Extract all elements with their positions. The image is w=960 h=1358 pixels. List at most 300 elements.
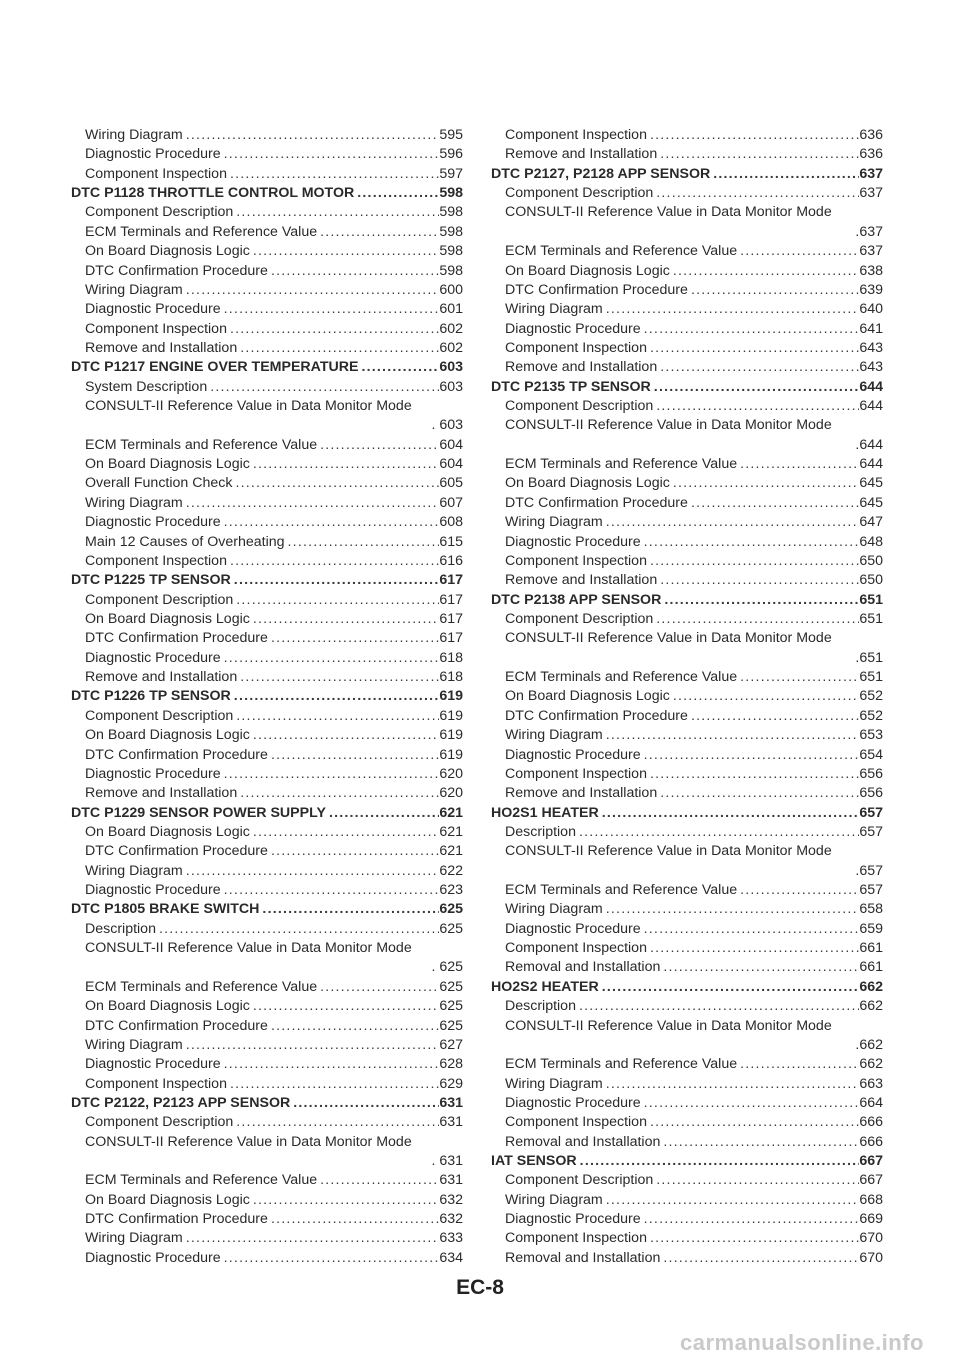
toc-page-number: 625	[439, 901, 463, 918]
toc-entry[interactable]	[491, 1249, 883, 1268]
dot-leader	[603, 300, 860, 319]
dot-leader	[576, 823, 859, 842]
dot-leader	[237, 784, 439, 803]
toc-entry[interactable]	[71, 997, 463, 1016]
dot-leader	[647, 339, 859, 358]
toc-entry[interactable]	[71, 1229, 463, 1248]
toc-page-number: 658	[859, 901, 883, 918]
dot-leader	[268, 1210, 439, 1229]
toc-page-number: 603	[439, 359, 463, 376]
toc-entry[interactable]	[71, 707, 463, 726]
dot-leader	[317, 978, 439, 997]
toc-entry-title: Diagnostic Procedure	[505, 920, 641, 937]
toc-entry-title: ECM Terminals and Reference Value	[505, 456, 738, 473]
toc-entry[interactable]	[491, 416, 883, 435]
toc-page-number: 663	[859, 1075, 883, 1092]
dot-leader	[221, 1055, 440, 1074]
toc-entry-title: Diagnostic Procedure	[85, 301, 221, 318]
toc-entry-title: CONSULT-II Reference Value in Data Monitor Mode	[505, 1017, 832, 1034]
toc-entry[interactable]	[71, 610, 463, 629]
toc-entry-continuation[interactable]	[71, 416, 463, 435]
toc-entry[interactable]	[71, 1075, 463, 1094]
toc-entry[interactable]	[71, 746, 463, 765]
toc-entry[interactable]	[491, 687, 883, 706]
toc-page-number: 625	[439, 1017, 463, 1034]
toc-page-number: 619	[439, 707, 463, 724]
toc-page-number: 598	[439, 204, 463, 221]
toc-page-number: 631	[439, 1094, 463, 1111]
toc-entry-title: HO2S2 HEATER	[491, 978, 599, 995]
toc-page-number: 603	[439, 378, 463, 395]
toc-section-heading[interactable]	[491, 978, 883, 997]
toc-page-number: 662	[859, 978, 883, 995]
dot-leader	[233, 203, 439, 222]
toc-entry-title: Diagnostic Procedure	[505, 533, 641, 550]
toc-entry[interactable]	[491, 242, 883, 261]
toc-page-number: 667	[859, 1172, 883, 1189]
toc-section-heading[interactable]	[71, 804, 463, 823]
dot-leader	[259, 900, 439, 919]
toc-entry-title: Component Description	[85, 591, 234, 608]
toc-entry[interactable]	[491, 145, 883, 164]
toc-entry-title: Wiring Diagram	[505, 727, 603, 744]
dot-leader	[250, 455, 440, 474]
toc-page-number: 670	[859, 1230, 883, 1247]
toc-entry[interactable]	[71, 552, 463, 571]
toc-entry[interactable]	[71, 397, 463, 416]
toc-page-number: 634	[439, 1249, 463, 1266]
toc-entry[interactable]	[491, 184, 883, 203]
toc-entry[interactable]	[491, 571, 883, 590]
toc-section-heading[interactable]	[491, 1152, 883, 1171]
dot-leader	[599, 804, 860, 823]
toc-entry[interactable]	[491, 629, 883, 648]
toc-entry[interactable]	[491, 358, 883, 377]
dot-leader	[657, 145, 859, 164]
toc-page-number: 631	[439, 1172, 463, 1189]
toc-page-number: 643	[859, 339, 883, 356]
toc-page-number: 621	[439, 843, 463, 860]
toc-page-number: 627	[439, 1036, 463, 1053]
toc-page-number: 625	[439, 978, 463, 995]
toc-page-number: 637	[859, 243, 883, 260]
toc-entry[interactable]	[491, 474, 883, 493]
toc-entry[interactable]	[491, 262, 883, 281]
toc-entry[interactable]	[71, 474, 463, 493]
toc-page-number: 601	[439, 301, 463, 318]
toc-entry[interactable]	[71, 145, 463, 164]
dot-leader	[603, 1191, 860, 1210]
toc-entry-title: Wiring Diagram	[85, 281, 183, 298]
toc-entry-title: Component Inspection	[505, 339, 647, 356]
dot-leader	[221, 1249, 440, 1268]
dot-leader	[227, 320, 439, 339]
toc-section-heading[interactable]	[71, 687, 463, 706]
toc-entry[interactable]	[491, 320, 883, 339]
toc-entry[interactable]	[71, 1036, 463, 1055]
toc-entry-title: CONSULT-II Reference Value in Data Monitor Mode	[85, 940, 412, 957]
toc-page-number: 640	[859, 301, 883, 318]
dot-leader	[250, 242, 440, 261]
dot-leader	[237, 339, 439, 358]
toc-entry[interactable]	[491, 1191, 883, 1210]
toc-entry[interactable]	[491, 746, 883, 765]
toc-page-number: 608	[439, 514, 463, 531]
toc-entry-title: Component Description	[505, 610, 654, 627]
toc-page-number: 647	[859, 514, 883, 531]
toc-entry[interactable]	[71, 1055, 463, 1074]
toc-page-number: 645	[859, 494, 883, 511]
toc-entry-title: DTC P2135 TP SENSOR	[491, 378, 651, 395]
toc-entry[interactable]	[491, 881, 883, 900]
toc-entry[interactable]	[491, 1229, 883, 1248]
toc-entry[interactable]	[491, 1171, 883, 1190]
toc-entry-title: ECM Terminals and Reference Value	[505, 669, 738, 686]
toc-entry-title: Diagnostic Procedure	[85, 1249, 221, 1266]
toc-page-number: 604	[439, 456, 463, 473]
toc-page-number: 638	[859, 262, 883, 279]
dot-leader	[207, 378, 439, 397]
toc-page-number: 617	[439, 572, 463, 589]
toc-entry-title: Component Inspection	[505, 1230, 647, 1247]
toc-entry[interactable]	[71, 1113, 463, 1132]
toc-entry-title: DTC Confirmation Procedure	[85, 843, 268, 860]
toc-entry[interactable]	[71, 165, 463, 184]
toc-entry[interactable]	[491, 203, 883, 222]
toc-entry-title: Removal and Installation	[505, 1133, 661, 1150]
toc-entry-title: Description	[85, 920, 156, 937]
toc-page-number: 639	[859, 281, 883, 298]
toc-entry-continuation[interactable]	[491, 862, 883, 881]
toc-entry-title: Component Inspection	[85, 165, 227, 182]
toc-entry-title: DTC Confirmation Procedure	[505, 281, 688, 298]
toc-entry-title: Diagnostic Procedure	[505, 1094, 641, 1111]
toc-entry-continuation[interactable]	[491, 1036, 883, 1055]
toc-entry-title: Remove and Installation	[85, 339, 238, 356]
toc-entry[interactable]	[71, 862, 463, 881]
toc-page-number: 604	[439, 436, 463, 453]
toc-entry[interactable]	[71, 1249, 463, 1268]
dot-leader	[603, 513, 860, 532]
dot-leader	[670, 474, 860, 493]
toc-entry[interactable]	[71, 300, 463, 319]
toc-entry[interactable]	[71, 765, 463, 784]
toc-entry[interactable]	[71, 842, 463, 861]
toc-page-number: 636	[859, 127, 883, 143]
toc-entry[interactable]	[71, 126, 463, 145]
toc-entry[interactable]	[71, 378, 463, 397]
dot-leader	[661, 591, 859, 610]
toc-page-number: 605	[439, 475, 463, 492]
toc-entry[interactable]	[71, 203, 463, 222]
toc-entry-title: Wiring Diagram	[85, 1036, 183, 1053]
toc-page-number: 607	[439, 494, 463, 511]
toc-page-number: 598	[439, 243, 463, 260]
toc-entry[interactable]	[491, 513, 883, 532]
toc-page-number: 657	[859, 823, 883, 840]
toc-entry[interactable]	[491, 997, 883, 1016]
toc-section-heading[interactable]	[491, 804, 883, 823]
toc-entry-title: Diagnostic Procedure	[505, 746, 641, 763]
toc-section-heading[interactable]	[491, 378, 883, 397]
toc-entry-title: Diagnostic Procedure	[85, 146, 221, 163]
toc-page-number: 628	[439, 1056, 463, 1073]
toc-entry[interactable]	[71, 339, 463, 358]
toc-section-heading[interactable]	[71, 358, 463, 377]
toc-entry[interactable]	[491, 455, 883, 474]
toc-entry-continuation[interactable]	[491, 649, 883, 668]
dot-leader	[237, 668, 439, 687]
toc-entry[interactable]	[71, 881, 463, 900]
dot-leader	[250, 997, 440, 1016]
toc-entry[interactable]	[491, 726, 883, 745]
toc-entry[interactable]	[491, 958, 883, 977]
toc-entry[interactable]	[71, 436, 463, 455]
toc-entry[interactable]	[491, 668, 883, 687]
toc-entry[interactable]	[491, 1133, 883, 1152]
dot-leader	[268, 262, 439, 281]
dot-leader	[268, 1017, 439, 1036]
dot-leader	[183, 494, 440, 513]
toc-entry-title: Component Inspection	[85, 552, 227, 569]
toc-entry-title: ECM Terminals and Reference Value	[505, 882, 738, 899]
toc-entry-title: Overall Function Check	[85, 475, 233, 492]
dot-leader	[317, 436, 439, 455]
toc-page-number: 668	[859, 1191, 883, 1208]
toc-entry[interactable]	[491, 765, 883, 784]
toc-entry[interactable]	[491, 126, 883, 145]
toc-entry[interactable]	[71, 1017, 463, 1036]
dot-leader	[250, 610, 440, 629]
toc-entry-title: CONSULT-II Reference Value in Data Monitor Mode	[505, 630, 832, 647]
toc-entry-title: DTC P1226 TP SENSOR	[71, 688, 231, 705]
toc-page-number: 622	[439, 862, 463, 879]
toc-entry-continuation[interactable]	[71, 958, 463, 977]
dot-leader	[653, 184, 859, 203]
toc-entry[interactable]	[491, 552, 883, 571]
toc-page-number: 598	[439, 185, 463, 202]
toc-entry[interactable]	[491, 842, 883, 861]
toc-entry-title: Remove and Installation	[505, 359, 658, 376]
toc-entry-title: DTC P1225 TP SENSOR	[71, 572, 231, 589]
toc-entry-title: On Board Diagnosis Logic	[505, 262, 670, 279]
toc-page-number: 631	[439, 1114, 463, 1131]
toc-entry-title: Component Description	[85, 204, 234, 221]
dot-leader	[183, 126, 440, 145]
toc-entry[interactable]	[71, 494, 463, 513]
toc-page-number: 597	[439, 165, 463, 182]
toc-entry-title: On Board Diagnosis Logic	[505, 475, 670, 492]
toc-entry-title: Diagnostic Procedure	[85, 765, 221, 782]
toc-entry-title: Wiring Diagram	[85, 127, 183, 143]
toc-entry[interactable]	[71, 320, 463, 339]
toc-page-number: .662	[855, 1036, 883, 1053]
toc-entry-title: Wiring Diagram	[505, 301, 603, 318]
toc-entry[interactable]	[71, 591, 463, 610]
toc-entry[interactable]	[491, 707, 883, 726]
toc-page-number: 654	[859, 746, 883, 763]
toc-entry-title: HO2S1 HEATER	[491, 804, 599, 821]
toc-entry-title: Component Description	[85, 1114, 234, 1131]
toc-page-number: 596	[439, 146, 463, 163]
toc-entry-title: DTC Confirmation Procedure	[85, 1017, 268, 1034]
toc-entry-continuation[interactable]	[491, 223, 883, 242]
toc-entry-title: On Board Diagnosis Logic	[85, 1191, 250, 1208]
toc-entry[interactable]	[71, 262, 463, 281]
toc-page-number: 664	[859, 1094, 883, 1111]
toc-entry-title: CONSULT-II Reference Value in Data Monitor Mode	[505, 417, 832, 434]
toc-entry-title: On Board Diagnosis Logic	[85, 456, 250, 473]
toc-entry[interactable]	[71, 920, 463, 939]
toc-entry-title: Component Description	[85, 707, 234, 724]
dot-leader	[653, 397, 859, 416]
dot-leader	[232, 474, 439, 493]
toc-page-number: 666	[859, 1133, 883, 1150]
dot-leader	[660, 1133, 859, 1152]
toc-page-number: 651	[859, 591, 883, 608]
toc-entry[interactable]	[491, 1055, 883, 1074]
toc-entry[interactable]	[71, 1171, 463, 1190]
toc-entry[interactable]	[491, 823, 883, 842]
toc-entry[interactable]	[71, 1133, 463, 1152]
toc-section-heading[interactable]	[71, 184, 463, 203]
toc-entry[interactable]	[491, 1075, 883, 1094]
dot-leader	[233, 707, 439, 726]
toc-entry[interactable]	[491, 784, 883, 803]
toc-entry[interactable]	[491, 494, 883, 513]
toc-page-number: .657	[855, 862, 883, 879]
toc-page-number: 619	[439, 688, 463, 705]
toc-entry[interactable]	[491, 900, 883, 919]
toc-entry-title: DTC Confirmation Procedure	[85, 1211, 268, 1228]
toc-entry[interactable]	[71, 726, 463, 745]
toc-page-number: 666	[859, 1114, 883, 1131]
toc-entry[interactable]	[71, 668, 463, 687]
toc-entry-title: DTC P1229 SENSOR POWER SUPPLY	[71, 804, 326, 821]
toc-entry[interactable]	[71, 281, 463, 300]
toc-entry[interactable]	[71, 455, 463, 474]
toc-entry[interactable]	[491, 920, 883, 939]
toc-entry-title: Remove and Installation	[85, 669, 238, 686]
toc-entry[interactable]	[71, 784, 463, 803]
toc-page-number: 650	[859, 572, 883, 589]
toc-page-number: 670	[859, 1249, 883, 1266]
toc-entry-title: Wiring Diagram	[85, 494, 183, 511]
toc-page-number: 633	[439, 1230, 463, 1247]
dot-leader	[647, 552, 859, 571]
toc-entry-title: Diagnostic Procedure	[85, 882, 221, 899]
toc-entry-title: CONSULT-II Reference Value in Data Monitor Mode	[505, 204, 832, 221]
toc-page-number: 651	[859, 610, 883, 627]
dot-leader	[285, 533, 440, 552]
toc-entry-title: Description	[505, 823, 576, 840]
toc-entry[interactable]	[491, 939, 883, 958]
dot-leader	[653, 610, 859, 629]
toc-page-number: 650	[859, 552, 883, 569]
toc-section-heading[interactable]	[71, 1094, 463, 1113]
dot-leader	[651, 378, 860, 397]
toc-entry[interactable]	[491, 339, 883, 358]
toc-entry[interactable]	[71, 242, 463, 261]
toc-section-heading[interactable]	[71, 571, 463, 590]
toc-entry[interactable]	[491, 1113, 883, 1132]
toc-entry-title: DTC Confirmation Procedure	[505, 494, 688, 511]
toc-entry-title: Wiring Diagram	[85, 862, 183, 879]
toc-entry[interactable]	[491, 1094, 883, 1113]
toc-entry[interactable]	[71, 939, 463, 958]
toc-entry[interactable]	[71, 1191, 463, 1210]
toc-section-heading[interactable]	[71, 900, 463, 919]
dot-leader	[221, 765, 440, 784]
dot-leader	[354, 184, 439, 203]
toc-entry[interactable]	[71, 1210, 463, 1229]
toc-entry[interactable]	[71, 533, 463, 552]
toc-entry[interactable]	[491, 533, 883, 552]
dot-leader	[670, 262, 860, 281]
dot-leader	[641, 1210, 860, 1229]
site-watermark: carmanualsonline.info	[680, 1330, 924, 1355]
toc-entry[interactable]	[71, 823, 463, 842]
toc-entry-title: Component Description	[505, 185, 654, 202]
toc-page-number: 618	[439, 669, 463, 686]
toc-section-heading[interactable]	[491, 591, 883, 610]
dot-leader	[250, 726, 440, 745]
toc-page-number: 643	[859, 359, 883, 376]
dot-leader	[268, 842, 439, 861]
dot-leader	[358, 358, 439, 377]
toc-page-number: 662	[859, 1056, 883, 1073]
toc-entry-title: Component Inspection	[505, 940, 647, 957]
toc-entry[interactable]	[71, 629, 463, 648]
toc-page-number: .651	[855, 649, 883, 666]
toc-entry[interactable]	[71, 978, 463, 997]
toc-entry[interactable]	[491, 281, 883, 300]
toc-entry-title: DTC P2122, P2123 APP SENSOR	[71, 1094, 291, 1111]
toc-entry[interactable]	[71, 223, 463, 242]
toc-entry-continuation[interactable]	[71, 1152, 463, 1171]
dot-leader	[737, 455, 859, 474]
page-number-label: EC-8	[456, 1276, 504, 1299]
toc-entry-title: Component Inspection	[505, 765, 647, 782]
toc-entry[interactable]	[491, 1210, 883, 1229]
toc-entry[interactable]	[71, 649, 463, 668]
toc-entry[interactable]	[491, 1017, 883, 1036]
toc-entry[interactable]	[491, 397, 883, 416]
toc-entry[interactable]	[71, 513, 463, 532]
toc-entry[interactable]	[491, 610, 883, 629]
dot-leader	[657, 571, 859, 590]
toc-entry-title: DTC P1128 THROTTLE CONTROL MOTOR	[71, 185, 355, 202]
toc-page-number: 602	[439, 339, 463, 356]
toc-entry-title: ECM Terminals and Reference Value	[505, 243, 738, 260]
toc-section-heading[interactable]	[491, 165, 883, 184]
toc-entry-title: DTC P1805 BRAKE SWITCH	[71, 901, 260, 918]
toc-entry[interactable]	[491, 300, 883, 319]
toc-entry-title: On Board Diagnosis Logic	[505, 688, 670, 705]
toc-page-number: 625	[439, 998, 463, 1015]
dot-leader	[577, 1152, 860, 1171]
dot-leader	[647, 939, 859, 958]
dot-leader	[221, 300, 440, 319]
toc-entry-title: ECM Terminals and Reference Value	[85, 223, 318, 240]
toc-entry-title: Remove and Installation	[85, 785, 238, 802]
toc-page-number: 661	[859, 940, 883, 957]
toc-entry-title: Component Inspection	[505, 127, 647, 143]
toc-page-number: 641	[859, 320, 883, 337]
toc-page-number: . 625	[431, 959, 463, 976]
toc-entry-continuation[interactable]	[491, 436, 883, 455]
dot-leader	[231, 687, 440, 706]
